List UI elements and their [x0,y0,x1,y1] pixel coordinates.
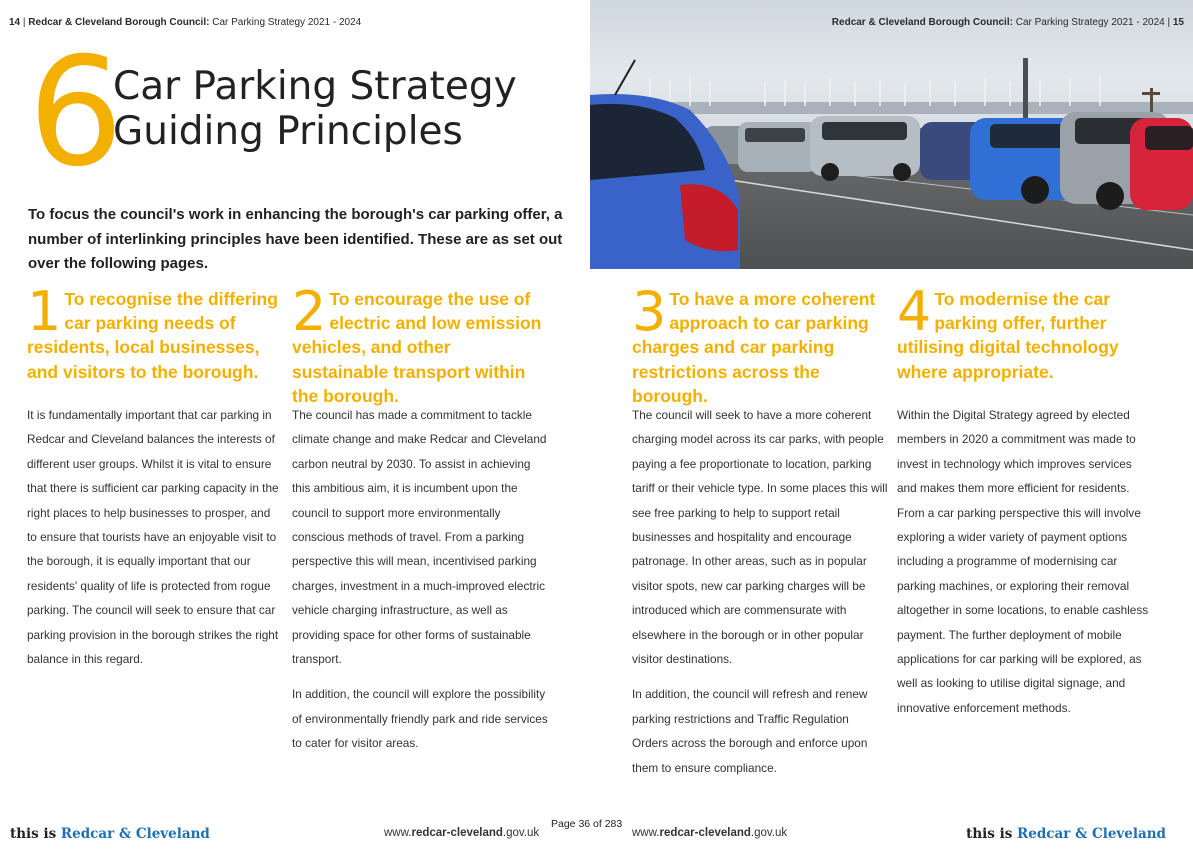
principle-4 [897,280,1151,731]
principle-number: 3 [632,280,667,343]
principle-heading-text: To modernise the car parking offer, further utilising digital technology where appropriate. [897,289,1119,382]
principle-heading [27,280,282,403]
principle-paragraph: In addition, the council will refresh and renew parking restrictions and Traffic Regulation Orders across the borough and enforce upon them to ensure compliance. [632,687,868,775]
intro-paragraph: To focus the council's work in enhancing the borough's car parking offer, a number of interlinking principles have been identified. These are as set out over the following pages. [28,206,563,272]
principle-1 [27,280,282,682]
principle-3 [632,280,888,791]
right-page-number: 15 [1172,17,1184,28]
principle-body [27,403,282,671]
principle-number: 1 [27,280,62,343]
footer-brand-name: Redcar & Cleveland [60,826,210,842]
footer-website-left[interactable] [384,827,539,839]
page-title-line-2: Guiding Principles [113,109,463,154]
principle-paragraph: The council has made a commitment to tackle climate change and make Redcar and Cleveland carbon neutral by 2030. To assist in achieving this ambitious aim, it is incumbent upon the council to support more environmentally conscious methods of travel. From a parking perspective this will mean, incentivised parking charges, investment in a much-improved electric vehicle charging infrastructure, as well as providing space for other forms of sustainable transport. [292,408,547,667]
principle-paragraph: It is fundamentally important that car parking in Redcar and Cleveland balances the interests of different user groups. Whilst it is vital to ensure that there is sufficient car parking capacity in the right places to help businesses to prosper, and to ensure that tourists have an enjoyable visit to the borough, it is equally important that our residents' quality of life is protected from rogue parking. The council will seek to ensure that car parking provision in the borough strikes the right balance in this regard. [27,408,279,667]
footer-brand-left [10,826,210,842]
principle-number: 4 [897,280,932,343]
principle-heading-text: To encourage the use of electric and low emission vehicles, and other sustainable transport within the borough. [292,289,542,406]
footer-brand-prefix: this is [966,826,1013,842]
www-prefix: www. [632,827,660,839]
www-domain: redcar-cleveland [659,827,751,839]
section-number: 6 [28,26,120,200]
www-prefix: www. [384,827,412,839]
principle-paragraph: The council will seek to have a more coherent charging model across its car parks, with people paying a fee proportionate to location, parking tariff or their vehicle type. In some places this will see free parking to help to support retail businesses and hospitality and encourage patronage. In other areas, such as in popular visitor spots, new car parking charges will be introduced which are commensurate with elsewhere in the borough or in other popular visitor destinations. [632,408,888,667]
right-header-title: Car Parking Strategy 2021 - 2024 [1015,17,1165,28]
footer-brand-name: Redcar & Cleveland [1017,826,1166,842]
principle-body [292,403,548,756]
www-suffix: .gov.uk [502,827,540,839]
right-header-council: Redcar & Cleveland Borough Council: [831,17,1013,28]
principle-heading-text: To have a more coherent approach to car parking charges and car parking restrictions across the borough. [632,289,876,406]
principle-heading-text: To recognise the differing car parking needs of residents, local businesses, and visitors to the borough. [27,289,278,382]
header-separator: | [22,17,26,28]
left-header-title: Car Parking Strategy 2021 - 2024 [212,17,362,28]
principle-number: 2 [292,280,327,343]
left-page-number: 14 [9,17,21,28]
www-suffix: .gov.uk [750,827,788,839]
principle-heading [632,280,888,406]
principle-paragraph: In addition, the council will explore the possibility of environmentally friendly park and ride services to cater for visitor areas. [292,687,548,751]
www-domain: redcar-cleveland [411,827,503,839]
right-page-header [832,17,1184,28]
principle-heading [292,280,548,406]
footer-website-right[interactable] [632,827,787,839]
page-title [113,64,517,154]
principle-paragraph: Within the Digital Strategy agreed by elected members in 2020 a commitment was made to invest in technology which improves services and makes them more efficient for residents. From a car parking perspective this will involve exploring a wider variety of payment options including a programme of modernising car parking machines, or exploring their removal altogether in some locations, to enable cashless payment. The further deployment of mobile applications for car parking will be explored, as well as looking to utilise digital signage, and innovative enforcement methods. [897,408,1149,715]
principle-body [897,403,1151,720]
car-park-photo [590,0,1193,269]
principle-2 [292,280,548,767]
page-indicator: Page 36 of 283 [551,818,623,830]
footer-brand-right [966,826,1166,842]
left-header-council: Redcar & Cleveland Borough Council: [28,17,210,28]
principle-body [632,403,888,780]
page-title-line-1: Car Parking Strategy [113,64,517,109]
footer-brand-prefix: this is [10,826,57,842]
principle-heading [897,280,1151,403]
header-separator: | [1167,17,1171,28]
